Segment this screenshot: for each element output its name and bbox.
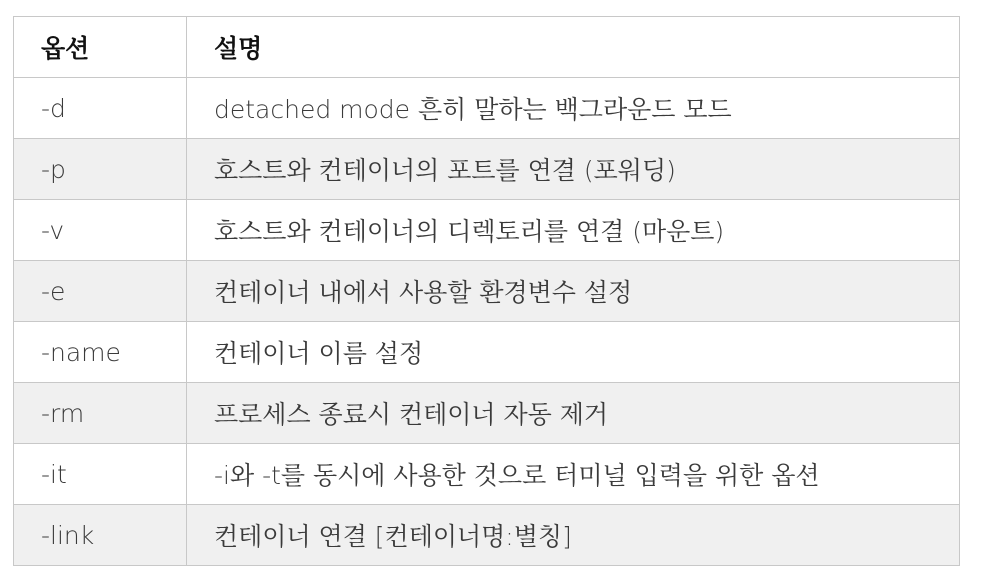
table-row — [14, 444, 960, 505]
description-cell: 컨테이너 연결 [컨테이너명:별칭] — [187, 505, 960, 566]
option-cell: -link — [14, 505, 187, 566]
table-row — [14, 200, 960, 261]
description-cell: 컨테이너 이름 설정 — [187, 322, 960, 383]
header-option: 옵션 — [14, 17, 187, 78]
table-row — [14, 505, 960, 566]
table-header — [14, 17, 960, 78]
description-cell: detached mode 흔히 말하는 백그라운드 모드 — [187, 78, 960, 139]
header-description: 설명 — [187, 17, 960, 78]
table-row — [14, 383, 960, 444]
option-cell: -e — [14, 261, 187, 322]
table-row — [14, 139, 960, 200]
docker-run-options-table — [13, 16, 960, 566]
header-row — [14, 17, 960, 78]
docker-run-options-table-container — [13, 16, 959, 566]
option-cell: -d — [14, 78, 187, 139]
option-cell: -v — [14, 200, 187, 261]
description-cell: 컨테이너 내에서 사용할 환경변수 설정 — [187, 261, 960, 322]
option-cell: -name — [14, 322, 187, 383]
description-cell: 호스트와 컨테이너의 디렉토리를 연결 (마운트) — [187, 200, 960, 261]
table-row — [14, 78, 960, 139]
option-cell: -rm — [14, 383, 187, 444]
description-cell: -i와 -t를 동시에 사용한 것으로 터미널 입력을 위한 옵션 — [187, 444, 960, 505]
description-cell: 프로세스 종료시 컨테이너 자동 제거 — [187, 383, 960, 444]
description-cell: 호스트와 컨테이너의 포트를 연결 (포워딩) — [187, 139, 960, 200]
table-row — [14, 322, 960, 383]
option-cell: -p — [14, 139, 187, 200]
table-body — [14, 78, 960, 566]
table-row — [14, 261, 960, 322]
option-cell: -it — [14, 444, 187, 505]
